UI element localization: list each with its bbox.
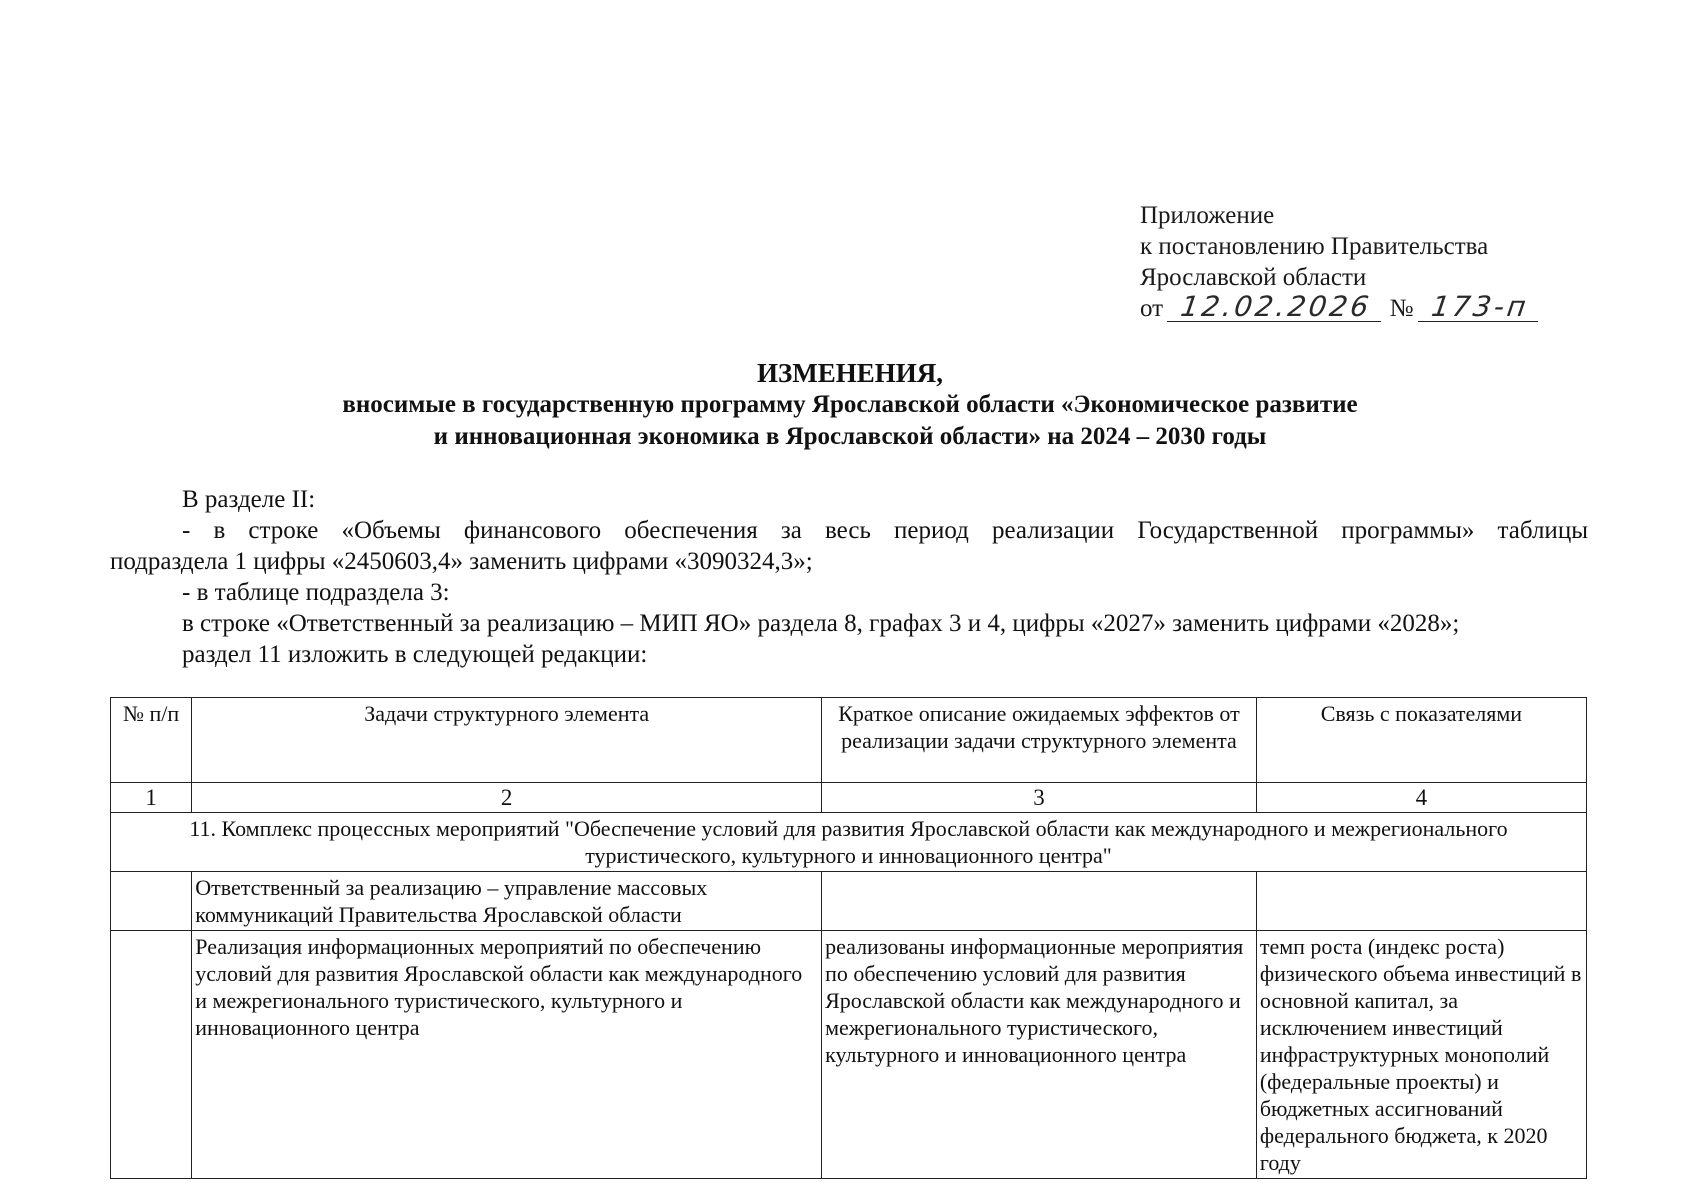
table-row bbox=[111, 931, 1587, 1179]
header-tasks: Задачи структурного элемента bbox=[192, 698, 822, 783]
column-number: 1 bbox=[111, 783, 192, 813]
appendix-line-2: к постановлению Правительства bbox=[1140, 233, 1489, 260]
title-heading: ИЗМЕНЕНИЯ, bbox=[756, 358, 943, 388]
title-line-2: вносимые в государственную программу Ярославской области «Экономическое развитие bbox=[342, 391, 1358, 418]
appendix-line-1: Приложение bbox=[1140, 202, 1275, 229]
row-num bbox=[111, 872, 192, 931]
body-text bbox=[110, 484, 1588, 670]
number-label: № bbox=[1389, 295, 1414, 322]
row-effect bbox=[822, 872, 1257, 931]
section-title: 11. Комплекс процессных мероприятий "Обеспечение условий для развития Ярославской области как международного и межрегионального туристического, культурного и инновационного центра" bbox=[111, 813, 1587, 872]
appendix-date-number-row bbox=[1140, 290, 1540, 324]
body-paragraph-2a: - в строке «Объемы финансового обеспечения за весь период реализации Государственной программы» таблицы bbox=[182, 517, 1588, 544]
appendix-line-3: Ярославской области bbox=[1140, 264, 1367, 291]
row-indicator: темп роста (индекс роста) физического объема инвестиций в основной капитал, за исключением инвестиций инфраструктурных монополий (федеральные проекты) и бюджетных ассигнований федерального бюджета, к 2020 году bbox=[1256, 931, 1586, 1179]
handwritten-number: 173-п bbox=[1418, 293, 1542, 322]
row-task: Реализация информационных мероприятий по обеспечению условий для развития Ярославской области как международного и межрегионального туристического, культурного и инновационного центра bbox=[192, 931, 822, 1179]
header-effects: Краткое описание ожидаемых эффектов от реализации задачи структурного элемента bbox=[822, 698, 1257, 783]
body-paragraph-5: раздел 11 изложить в следующей редакции: bbox=[182, 641, 648, 668]
row-task: Ответственный за реализацию – управление массовых коммуникаций Правительства Ярославской области bbox=[192, 872, 822, 931]
row-indicator bbox=[1256, 872, 1586, 931]
section-11-table bbox=[110, 697, 1587, 1179]
title-line-3: и инновационная экономика в Ярославской области» на 2024 – 2030 годы bbox=[433, 423, 1267, 450]
body-paragraph-2b: подраздела 1 цифры «2450603,4» заменить цифрами «3090324,3»; bbox=[110, 548, 813, 575]
column-number: 4 bbox=[1256, 783, 1586, 813]
body-paragraph-3: - в таблице подраздела 3: bbox=[182, 579, 450, 606]
section-row bbox=[111, 813, 1587, 872]
appendix-block bbox=[1140, 200, 1540, 324]
document-title bbox=[110, 357, 1590, 453]
column-number-row bbox=[111, 783, 1587, 813]
column-number: 2 bbox=[192, 783, 822, 813]
column-number: 3 bbox=[822, 783, 1257, 813]
body-paragraph-1: В разделе II: bbox=[182, 486, 316, 513]
header-indicators: Связь с показателями bbox=[1256, 698, 1586, 783]
row-effect: реализованы информационные мероприятия по обеспечению условий для развития Ярославской области как международного и межрегионального туристического, культурного и инновационного центра bbox=[822, 931, 1257, 1179]
table-header-row bbox=[111, 698, 1587, 783]
row-num bbox=[111, 931, 192, 1179]
header-num: № п/п bbox=[111, 698, 192, 783]
from-label: от bbox=[1140, 295, 1164, 322]
table-row bbox=[111, 872, 1587, 931]
handwritten-date: 12.02.2026 bbox=[1167, 293, 1385, 322]
body-paragraph-4: в строке «Ответственный за реализацию – МИП ЯО» раздела 8, графах 3 и 4, цифры «2027» заменить цифрами «2028»; bbox=[182, 610, 1460, 637]
